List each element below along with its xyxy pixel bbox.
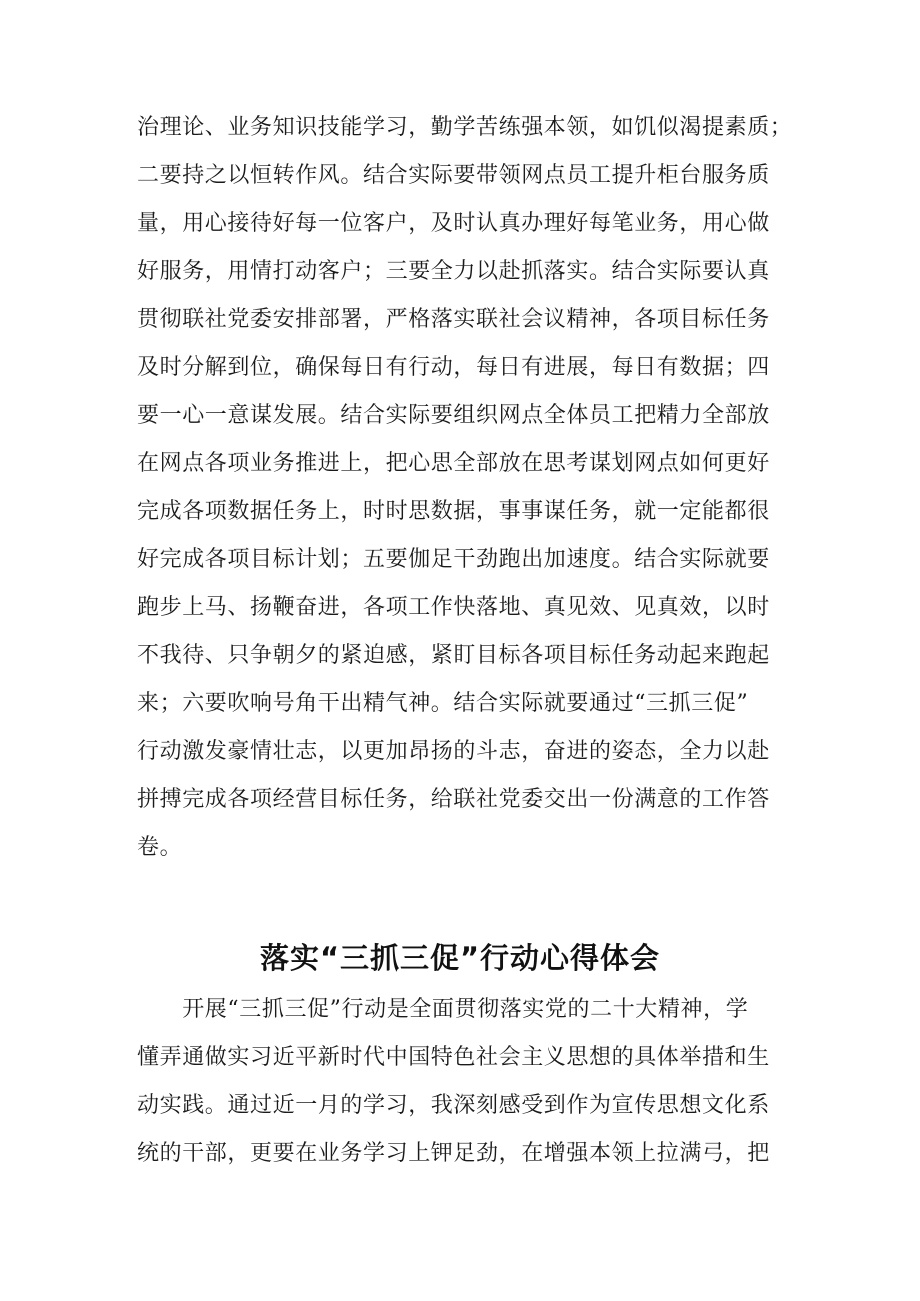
text-line: 开展“三抓三促”行动是全面贯彻落实党的二十大精神，学 <box>137 997 749 1022</box>
text-line: 要一心一意谋发展。结合实际要组织网点全体员工把精力全部放 <box>137 403 770 428</box>
paragraph-intro <box>137 986 797 1178</box>
text-line: 及时分解到位，确保每日有行动，每日有进展，每日有数据；四 <box>137 355 770 380</box>
text-line: 好服务，用情打动客户；三要全力以赴抓落实。结合实际要认真 <box>137 259 770 284</box>
article-title: 落实“三抓三促”行动心得体会 <box>259 941 661 975</box>
text-line: 在网点各项业务推进上，把心思全部放在思考谋划网点如何更好 <box>137 451 770 476</box>
text-line: 不我待、只争朝夕的紧迫感，紧盯目标各项目标任务动起来跑起 <box>137 643 770 668</box>
text-line: 卷。 <box>137 835 183 860</box>
text-line: 贯彻联社党委安排部署，严格落实联社会议精神，各项目标任务 <box>137 307 770 332</box>
paragraph-continued <box>137 104 797 872</box>
text-line: 行动激发豪情壮志，以更加昂扬的斗志，奋进的姿态，全力以赴 <box>137 739 770 764</box>
text-line: 统的干部，更要在业务学习上钾足劲，在增强本领上拉满弓，把 <box>137 1141 770 1166</box>
text-line: 拼搏完成各项经营目标任务，给联社党委交出一份满意的工作答 <box>137 787 770 812</box>
text-line: 好完成各项目标计划；五要伽足干劲跑出加速度。结合实际就要 <box>137 547 770 572</box>
text-line: 懂弄通做实习近平新时代中国特色社会主义思想的具体举措和生 <box>137 1045 770 1070</box>
text-line: 完成各项数据任务上，时时思数据，事事谋任务，就一定能都很 <box>137 499 770 524</box>
text-line: 量，用心接待好每一位客户，及时认真办理好每笔业务，用心做 <box>137 211 770 236</box>
text-line: 动实践。通过近一月的学习，我深刻感受到作为宣传思想文化系 <box>137 1093 770 1118</box>
text-line: 治理论、业务知识技能学习，勤学苦练强本领，如饥似渴提素质； <box>137 115 793 140</box>
text-line: 来；六要吹响号角干出精气神。结合实际就要通过“三抓三促” <box>137 691 749 716</box>
text-line: 跑步上马、扬鞭奋进，各项工作快落地、真见效、见真效，以时 <box>137 595 770 620</box>
text-line: 二要持之以恒转作风。结合实际要带领网点员工提升柜台服务质 <box>137 163 770 188</box>
